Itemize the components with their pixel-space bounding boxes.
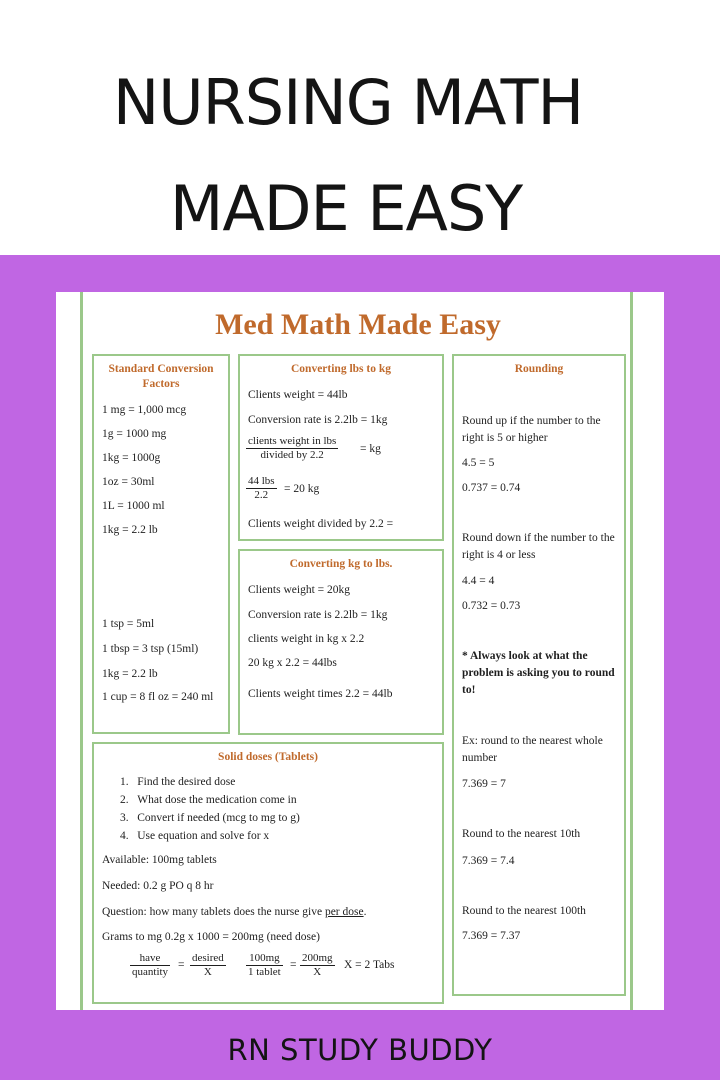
rounding-note: * Always look at what the problem is asking you to round to! xyxy=(462,650,615,696)
conversion-item: 1oz = 30ml xyxy=(102,476,155,488)
solid-step-text: What dose the medication come in xyxy=(137,794,297,806)
solid-doses-box xyxy=(92,742,444,1004)
lbs-example-denominator: 2.2 xyxy=(254,489,269,501)
equation-equals: = xyxy=(178,959,185,971)
round-down-rule: Round down if the number to the right is 4 or less xyxy=(462,532,615,561)
lbs-formula-denominator: divided by 2.2 xyxy=(260,449,324,461)
round-tenth-label: Round to the nearest 10th xyxy=(462,828,581,840)
kg-weight: Clients weight = 20kg xyxy=(248,584,350,596)
conversion-item: 1 cup = 8 fl oz = 240 ml xyxy=(102,691,214,703)
lbs-weight: Clients weight = 44lb xyxy=(248,389,348,401)
equation-result: X = 2 Tabs xyxy=(344,959,395,971)
round-down-example: 0.732 = 0.73 xyxy=(462,600,521,612)
fraction-1-tablet: 1 tablet xyxy=(248,966,281,978)
sheet-title: Med Math Made Easy xyxy=(215,308,501,341)
round-up-rule: Round up if the number to the right is 5 or higher xyxy=(462,415,601,444)
lbs-summary: Clients weight divided by 2.2 = xyxy=(248,518,394,530)
conversion-title: Standard Conversion Factors xyxy=(108,363,214,390)
fraction-x: X xyxy=(313,966,322,978)
solid-100mg-fraction xyxy=(246,952,283,979)
conversion-item: 1 tsp = 5ml xyxy=(102,618,155,630)
solid-step: 3. Convert if needed (mcg to mg to g) xyxy=(120,812,300,824)
solid-step-text: Find the desired dose xyxy=(137,776,236,788)
lbs-rate: Conversion rate is 2.2lb = 1kg xyxy=(248,414,388,426)
conversion-item: 1g = 1000 mg xyxy=(102,428,167,440)
kg-to-lbs-title: Converting kg to lbs. xyxy=(289,558,393,570)
kg-formula: clients weight in kg x 2.2 xyxy=(248,633,365,645)
solid-step: 2. What dose the medication come in xyxy=(120,794,297,806)
lbs-example-numerator: 44 lbs xyxy=(248,475,275,487)
solid-doses-title: Solid doses (Tablets) xyxy=(218,751,318,763)
solid-step-text: Use equation and solve for x xyxy=(137,830,270,842)
solid-grams: Grams to mg 0.2g x 1000 = 200mg (need dose) xyxy=(102,931,320,943)
fraction-200mg: 200mg xyxy=(302,952,333,964)
round-hundredth-label: Round to the nearest 100th xyxy=(462,905,586,917)
fraction-desired: desired xyxy=(192,952,224,964)
lbs-formula-equals: = kg xyxy=(360,443,381,455)
fraction-100mg: 100mg xyxy=(246,952,283,966)
round-whole-value: 7.369 = 7 xyxy=(462,778,506,790)
conversion-item: 1 mg = 1,000 mcg xyxy=(102,404,187,416)
lbs-formula-fraction xyxy=(246,435,338,462)
solid-question-end: . xyxy=(363,906,367,918)
conversion-item: 1kg = 2.2 lb xyxy=(102,524,158,536)
solid-step: 4. Use equation and solve for x xyxy=(120,830,270,842)
rounding-title: Rounding xyxy=(514,363,564,375)
fraction-quantity: quantity xyxy=(132,966,169,978)
solid-200mg-fraction xyxy=(300,952,335,979)
conversion-item: 1kg = 2.2 lb xyxy=(102,668,158,680)
conversion-item: 1kg = 1000g xyxy=(102,452,161,464)
lbs-to-kg-title: Converting lbs to kg xyxy=(291,363,391,375)
kg-summary: Clients weight times 2.2 = 44lb xyxy=(248,688,393,700)
lbs-example-fraction xyxy=(246,475,277,502)
kg-rate: Conversion rate is 2.2lb = 1kg xyxy=(248,609,388,621)
sheet-border-left xyxy=(80,292,83,1010)
solid-available: Available: 100mg tablets xyxy=(102,854,217,866)
round-up-example: 0.737 = 0.74 xyxy=(462,482,521,494)
solid-question-text: Question: how many tablets does the nurse give xyxy=(102,906,325,918)
conversion-item: 1 tbsp = 3 tsp (15ml) xyxy=(102,643,199,655)
conversion-box xyxy=(92,354,230,734)
round-tenth-value: 7.369 = 7.4 xyxy=(462,855,515,867)
lbs-formula-numerator: clients weight in lbs xyxy=(248,435,337,447)
rounding-box xyxy=(452,354,626,996)
kg-example: 20 kg x 2.2 = 44lbs xyxy=(248,657,337,669)
headline-line-1: NURSING MATH xyxy=(112,66,584,139)
round-up-example: 4.5 = 5 xyxy=(462,457,495,469)
round-down-example: 4.4 = 4 xyxy=(462,575,495,587)
solid-desired-fraction xyxy=(190,952,226,979)
solid-needed: Needed: 0.2 g PO q 8 hr xyxy=(102,880,214,892)
footer-brand: RN STUDY BUDDY xyxy=(227,1033,493,1067)
solid-step: 1. Find the desired dose xyxy=(120,776,236,788)
solid-question xyxy=(102,904,366,921)
round-hundredth-value: 7.369 = 7.37 xyxy=(462,930,521,942)
sheet-border-right xyxy=(630,292,633,1010)
fraction-have: have xyxy=(130,952,170,966)
fraction-x: X xyxy=(203,966,212,978)
conversion-item: 1L = 1000 ml xyxy=(102,500,165,512)
kg-to-lbs-box xyxy=(238,549,444,735)
round-whole-label: Ex: round to the nearest whole number xyxy=(462,735,603,764)
solid-have-fraction xyxy=(130,952,170,979)
solid-question-emphasis: per dose xyxy=(324,906,364,918)
lbs-example-result: = 20 kg xyxy=(284,483,320,495)
solid-step-text: Convert if needed (mcg to mg to g) xyxy=(137,812,300,824)
lbs-to-kg-box xyxy=(238,354,444,541)
equation-equals: = xyxy=(290,959,297,971)
headline-line-2: MADE EASY xyxy=(169,172,523,245)
